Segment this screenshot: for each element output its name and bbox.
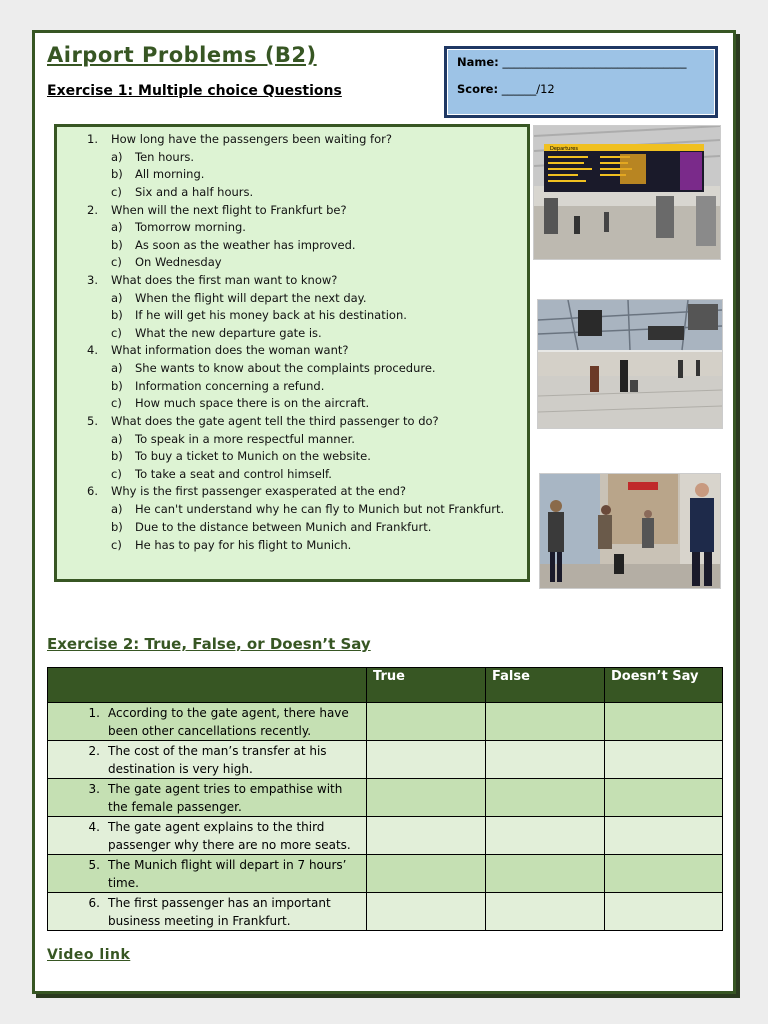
- option-4a[interactable]: a) She wants to know about the complaints procedure.: [111, 361, 436, 375]
- table-row: 5. The Munich flight will depart in 7 hours’ time.: [48, 855, 723, 893]
- score-value: ______/12: [501, 82, 555, 96]
- option-3c[interactable]: c) What the new departure gate is.: [111, 326, 322, 340]
- table-row: 1. According to the gate agent, there have been other cancellations recently.: [48, 703, 723, 741]
- departures-board-photo: [533, 125, 721, 260]
- option-6c[interactable]: c) He has to pay for his flight to Munich.: [111, 538, 352, 552]
- worksheet-page: [32, 30, 736, 994]
- table-row: 4. The gate agent explains to the third passenger why there are no more seats.: [48, 817, 723, 855]
- answer-cell-true[interactable]: [367, 893, 486, 931]
- answer-cell-false[interactable]: [486, 703, 605, 741]
- question-5: 5. What does the gate agent tell the third passenger to do?: [87, 414, 439, 428]
- table-row: 3. The gate agent tries to empathise with the female passenger.: [48, 779, 723, 817]
- header-doesnt-say: Doesn’t Say: [605, 668, 723, 703]
- answer-cell-doesnt-say[interactable]: [605, 855, 723, 893]
- answer-cell-doesnt-say[interactable]: [605, 779, 723, 817]
- option-2b[interactable]: b) As soon as the weather has improved.: [111, 238, 356, 252]
- answer-cell-true[interactable]: [367, 741, 486, 779]
- option-5c[interactable]: c) To take a seat and control himself.: [111, 467, 332, 481]
- answer-cell-doesnt-say[interactable]: [605, 817, 723, 855]
- answer-cell-doesnt-say[interactable]: [605, 741, 723, 779]
- name-line[interactable]: [457, 55, 686, 69]
- board-label: Departures: [550, 146, 578, 152]
- answer-cell-false[interactable]: [486, 893, 605, 931]
- score-line[interactable]: [457, 82, 555, 96]
- true-false-table: [47, 667, 723, 931]
- option-6b[interactable]: b) Due to the distance between Munich and Frankfurt.: [111, 520, 432, 534]
- table-row: 2. The cost of the man’s transfer at his destination is very high.: [48, 741, 723, 779]
- answer-cell-true[interactable]: [367, 703, 486, 741]
- question-6: 6. Why is the first passenger exasperated at the end?: [87, 484, 406, 498]
- answer-cell-true[interactable]: [367, 855, 486, 893]
- option-2a[interactable]: a) Tomorrow morning.: [111, 220, 246, 234]
- option-2c[interactable]: c) On Wednesday: [111, 255, 222, 269]
- answer-cell-false[interactable]: [486, 817, 605, 855]
- exercise2-heading: Exercise 2: True, False, or Doesn’t Say: [47, 635, 371, 653]
- header-statement: [48, 668, 367, 703]
- option-4b[interactable]: b) Information concerning a refund.: [111, 379, 325, 393]
- score-label: Score:: [457, 82, 499, 96]
- answer-cell-false[interactable]: [486, 779, 605, 817]
- statement-text: The gate agent tries to empathise with the female passenger.: [108, 782, 343, 814]
- option-1a[interactable]: a) Ten hours.: [111, 150, 195, 164]
- option-5a[interactable]: a) To speak in a more respectful manner.: [111, 432, 355, 446]
- table-header-row: [48, 668, 723, 703]
- question-2: 2. When will the next flight to Frankfurt be?: [87, 203, 347, 217]
- page-title: Airport Problems (B2): [47, 43, 317, 67]
- statement-text: The cost of the man’s transfer at his destination is very high.: [108, 744, 327, 776]
- answer-cell-doesnt-say[interactable]: [605, 703, 723, 741]
- statement-text: The Munich flight will depart in 7 hours’ time.: [108, 858, 347, 890]
- header-true: True: [367, 668, 486, 703]
- question-3: 3. What does the first man want to know?: [87, 273, 338, 287]
- option-6a[interactable]: a) He can't understand why he can fly to Munich but not Frankfurt.: [111, 502, 505, 516]
- name-label: Name:: [457, 55, 499, 69]
- header-false: False: [486, 668, 605, 703]
- answer-cell-doesnt-say[interactable]: [605, 893, 723, 931]
- question-1: 1. How long have the passengers been waiting for?: [87, 132, 392, 146]
- option-5b[interactable]: b) To buy a ticket to Munich on the website.: [111, 449, 371, 463]
- gate-agent-photo: [539, 473, 721, 589]
- video-link[interactable]: Video link: [47, 947, 131, 963]
- option-3a[interactable]: a) When the flight will depart the next day.: [111, 291, 367, 305]
- option-1c[interactable]: c) Six and a half hours.: [111, 185, 254, 199]
- name-score-box: [444, 46, 718, 118]
- answer-cell-true[interactable]: [367, 817, 486, 855]
- answer-cell-true[interactable]: [367, 779, 486, 817]
- answer-cell-false[interactable]: [486, 741, 605, 779]
- option-4c[interactable]: c) How much space there is on the aircraft.: [111, 396, 370, 410]
- table-row: 6. The first passenger has an important business meeting in Frankfurt.: [48, 893, 723, 931]
- statement-text: According to the gate agent, there have been other cancellations recently.: [108, 706, 349, 738]
- statement-text: The gate agent explains to the third passenger why there are no more seats.: [108, 820, 351, 852]
- multiple-choice-box: [54, 124, 530, 582]
- statement-text: The first passenger has an important business meeting in Frankfurt.: [108, 896, 331, 928]
- question-4: 4. What information does the woman want?: [87, 343, 349, 357]
- name-blank: ________________________________: [502, 55, 687, 69]
- option-3b[interactable]: b) If he will get his money back at his destination.: [111, 308, 407, 322]
- answer-cell-false[interactable]: [486, 855, 605, 893]
- option-1b[interactable]: b) All morning.: [111, 167, 205, 181]
- exercise1-heading: Exercise 1: Multiple choice Questions: [47, 83, 342, 99]
- terminal-hall-photo: [537, 299, 723, 429]
